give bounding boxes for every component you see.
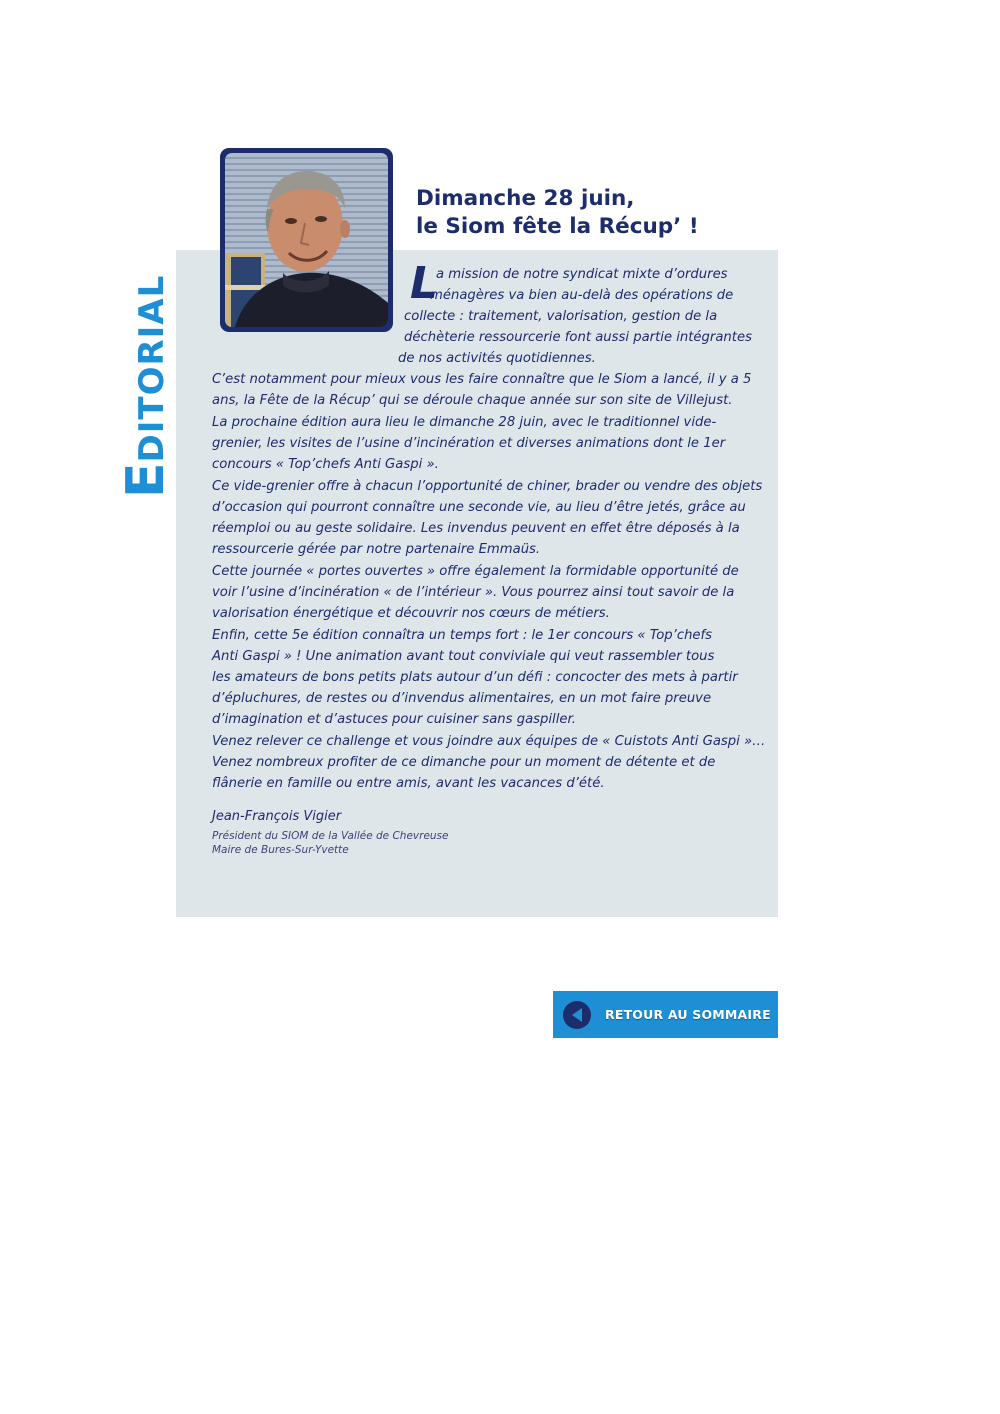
paragraph-line: La prochaine édition aura lieu le dimanche 28 juin, avec le traditionnel vide- <box>212 415 717 430</box>
paragraph-line: voir l’usine d’incinération « de l’intérieur ». Vous pourrez ainsi tout savoir de la <box>212 585 735 600</box>
portrait-photo <box>225 153 388 327</box>
paragraph-line: Enfin, cette 5e édition connaîtra un temps fort : le 1er concours « Top’chefs <box>212 628 713 643</box>
back-to-summary-label: RETOUR AU SOMMAIRE <box>605 1007 771 1022</box>
paragraph-line: Anti Gaspi » ! Une animation avant tout conviviale qui veut rassembler tous <box>212 649 715 664</box>
intro-line: déchèterie ressourcerie font aussi partie intégrantes <box>404 330 752 345</box>
paragraph-line: concours « Top’chefs Anti Gaspi ». <box>212 457 439 472</box>
paragraph-line: ans, la Fête de la Récup’ qui se déroule chaque année sur son site de Villejust. <box>212 393 733 408</box>
intro-line: ménagères va bien au-delà des opérations de <box>430 288 734 303</box>
signature-name: Jean-François Vigier <box>212 809 342 824</box>
back-arrow-icon <box>563 1001 591 1029</box>
paragraph-line: Venez nombreux profiter de ce dimanche pour un moment de détente et de <box>212 755 716 770</box>
signature-role: Président du SIOM de la Vallée de Chevreuse <box>212 830 449 842</box>
intro-line: de nos activités quotidiennes. <box>398 351 596 366</box>
intro-line: collecte : traitement, valorisation, gestion de la <box>404 309 718 324</box>
paragraph-line: grenier, les visites de l’usine d’incinération et diverses animations dont le 1er <box>212 436 726 451</box>
author-portrait <box>220 148 393 332</box>
section-title-rest: DITORIAL <box>132 274 172 463</box>
headline-line-2: le Siom fête la Récup’ ! <box>416 214 699 239</box>
paragraph-line: ressourcerie gérée par notre partenaire Emmaüs. <box>212 542 541 557</box>
editorial-body <box>212 369 766 794</box>
paragraph-line: Cette journée « portes ouvertes » offre également la formidable opportunité de <box>212 564 739 579</box>
paragraph-line: d’épluchures, de restes ou d’invendus alimentaires, en un mot faire preuve <box>212 691 712 706</box>
paragraph-line: C’est notamment pour mieux vous les faire connaître que le Siom a lancé, il y a 5 <box>212 372 752 387</box>
back-to-summary-button[interactable] <box>553 991 778 1038</box>
signature-block <box>212 808 449 857</box>
paragraph-line: d’imagination et d’astuces pour cuisiner sans gaspiller. <box>212 712 576 727</box>
paragraph-line: valorisation énergétique et découvrir nos cœurs de métiers. <box>212 606 610 621</box>
section-title-editorial <box>116 274 176 498</box>
paragraph-line: réemploi ou au geste solidaire. Les invendus peuvent en effet être déposés à la <box>212 521 740 536</box>
intro-line: a mission de notre syndicat mixte d’ordures <box>436 267 728 282</box>
section-title-initial: E <box>116 462 176 498</box>
headline <box>416 185 699 241</box>
paragraph-line: Ce vide-grenier offre à chacun l’opportunité de chiner, brader ou vendre des objets <box>212 479 763 494</box>
headline-line-1: Dimanche 28 juin, <box>416 186 635 211</box>
drop-cap: L <box>410 258 439 309</box>
paragraph-line: flânerie en famille ou entre amis, avant les vacances d’été. <box>212 776 605 791</box>
paragraph-line: Venez relever ce challenge et vous joindre aux équipes de « Cuistots Anti Gaspi »… <box>212 734 766 749</box>
paragraph-line: d’occasion qui pourront connaître une seconde vie, au lieu d’être jetés, grâce au <box>212 500 746 515</box>
paragraph-line: les amateurs de bons petits plats autour d’un défi : concocter des mets à partir <box>212 670 738 685</box>
signature-role: Maire de Bures-Sur-Yvette <box>212 844 349 856</box>
